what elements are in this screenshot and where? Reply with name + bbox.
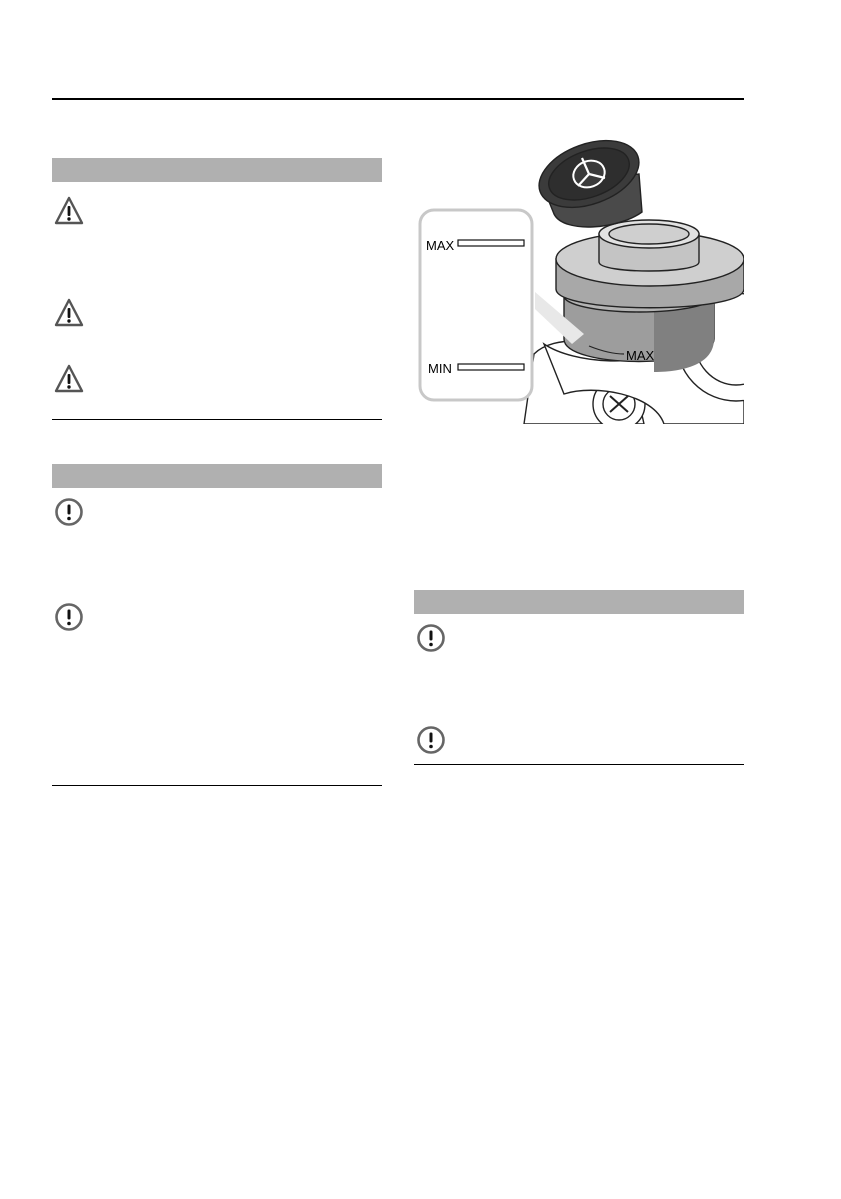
gauge-min-label: MIN [428,361,452,376]
section-header-bar-warnings [52,158,382,182]
section-header-bar-right [414,590,744,614]
exclamation-circle-icon [416,725,446,755]
section-header-bar-cautions [52,464,382,488]
section-end-rule [52,419,382,420]
exclamation-circle-icon [54,497,84,527]
gauge-max-line [458,240,524,246]
reservoir-max-mark: MAX [626,348,655,363]
header-rule [52,98,744,100]
reservoir-illustration [414,134,744,424]
exclamation-circle-icon [416,623,446,653]
exclamation-circle-icon [54,602,84,632]
section-end-rule [52,785,382,786]
warning-triangle-icon [54,298,84,328]
warning-triangle-icon [54,364,84,394]
warning-triangle-icon [54,196,84,226]
gauge-max-label: MAX [426,238,455,253]
gauge-min-line [458,364,524,370]
section-end-rule [414,764,744,765]
